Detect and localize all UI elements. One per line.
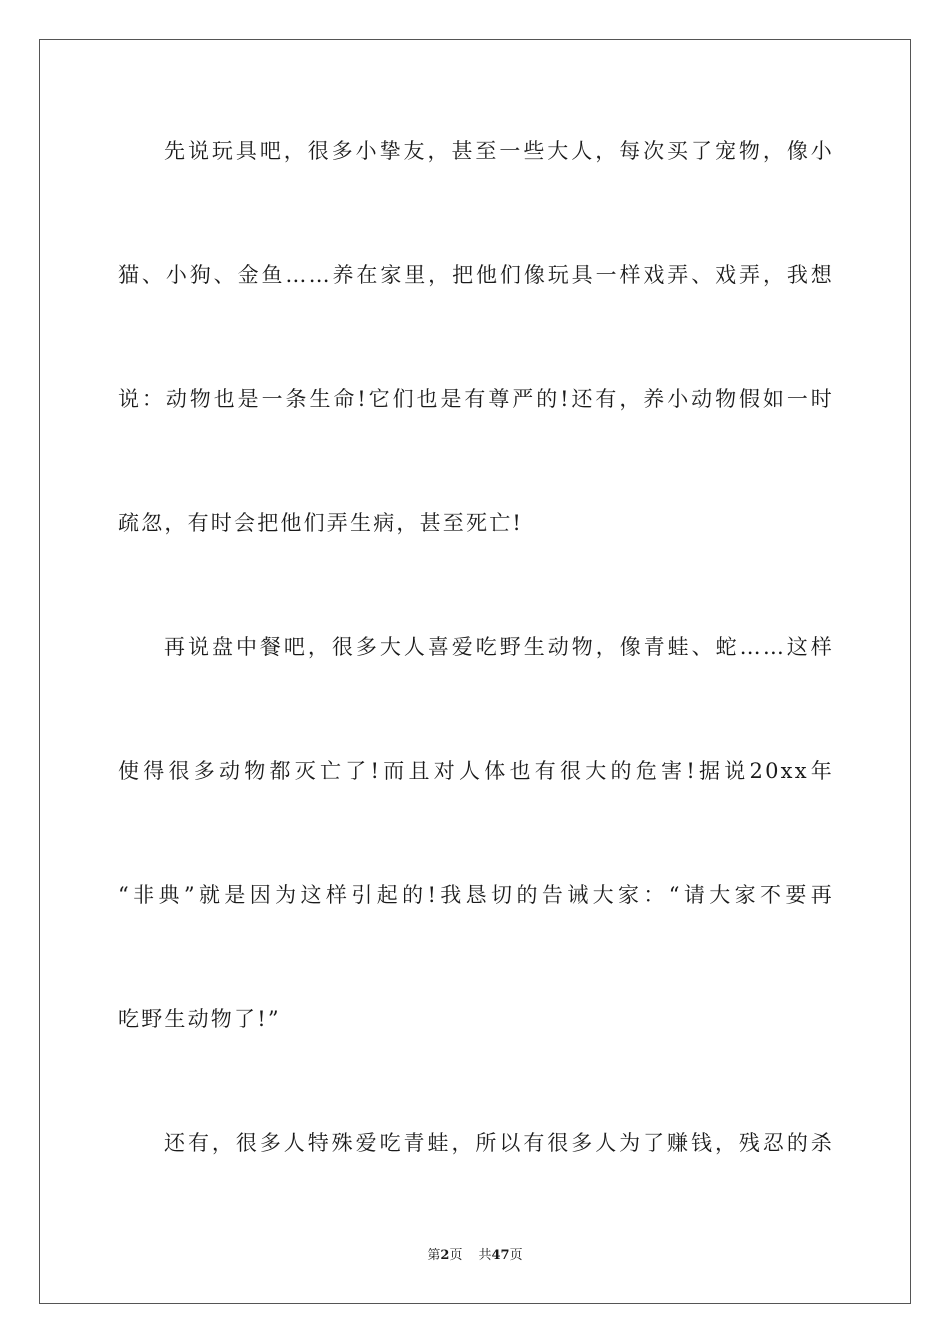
total-suffix: 页 (509, 1248, 523, 1263)
text-line: 再说盘中餐吧，很多大人喜爱吃野生动物，像青蛙、蛇……这样 (164, 635, 834, 659)
page-number: 2 (440, 1248, 450, 1263)
text-line: 吃野生动物了!” (118, 1007, 281, 1031)
page-prefix: 第 (427, 1248, 441, 1263)
text-line: 说：动物也是一条生命!它们也是有尊严的!还有，养小动物假如一时 (118, 387, 834, 411)
page-suffix: 页 (449, 1248, 463, 1263)
total-pages: 47 (491, 1248, 510, 1263)
page-footer (0, 1246, 950, 1266)
total-prefix: 共 (478, 1248, 492, 1263)
text-line: “非典”就是因为这样引起的!我恳切的告诫大家：“请大家不要再 (118, 883, 834, 907)
text-line: 还有，很多人特殊爱吃青蛙，所以有很多人为了赚钱，残忍的杀 (164, 1131, 834, 1155)
text-line: 疏忽，有时会把他们弄生病，甚至死亡! (118, 511, 524, 535)
text-line: 先说玩具吧，很多小挚友，甚至一些大人，每次买了宠物，像小 (164, 139, 834, 163)
text-line: 猫、小狗、金鱼……养在家里，把他们像玩具一样戏弄、戏弄，我想 (118, 263, 834, 287)
page-border (39, 39, 911, 1304)
text-line: 使得很多动物都灭亡了!而且对人体也有很大的危害!据说20xx年 (118, 759, 834, 783)
